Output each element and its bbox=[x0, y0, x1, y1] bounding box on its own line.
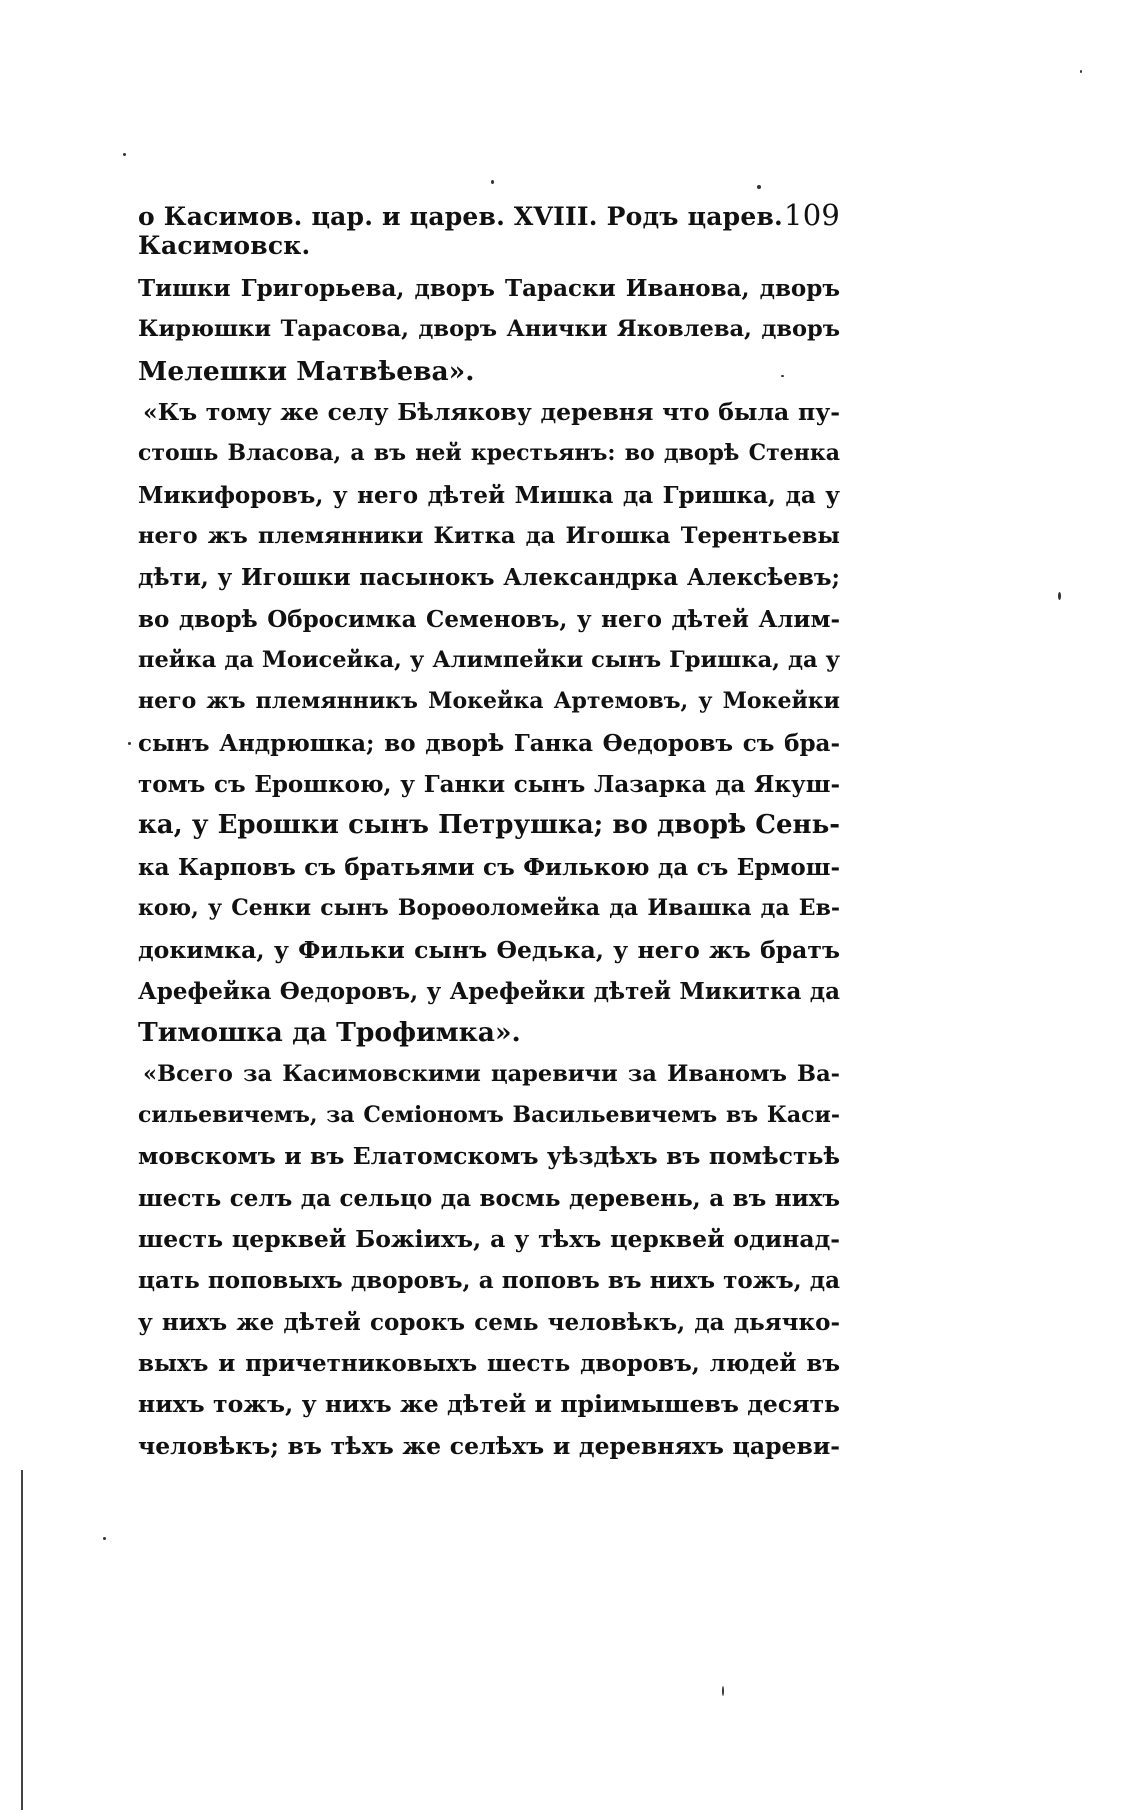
scan-margin-line bbox=[21, 1470, 23, 1810]
scan-speck bbox=[128, 742, 131, 745]
text-line: дѣти, у Игошки пасынокъ Александрка Алексѣевъ; bbox=[138, 564, 840, 592]
text-line: Мелешки Матвѣева». bbox=[138, 355, 475, 387]
scan-speck bbox=[722, 1686, 724, 1696]
scan-speck bbox=[757, 185, 761, 189]
text-line: Кирюшки Тарасова, дворъ Анички Яковлева, дворъ bbox=[138, 316, 840, 343]
text-line: докимка, у Фильки сынъ Ѳедька, у него жъ братъ bbox=[138, 935, 840, 964]
text-line: выхъ и причетниковыхъ шесть дворовъ, людей въ bbox=[138, 1349, 840, 1377]
scan-speck bbox=[1080, 70, 1082, 73]
scan-speck bbox=[123, 153, 126, 156]
running-head-title: о Касимов. цар. и царев. XVIII. Родъ царев. Касимовск. bbox=[138, 202, 783, 260]
text-line: сильевичемъ, за Семіономъ Васильевичемъ въ Каси- bbox=[138, 1101, 840, 1128]
text-line: стошь Власова, а въ ней крестьянъ: во дворѣ Стенка bbox=[138, 440, 840, 467]
text-line: Микифоровъ, у него дѣтей Мишка да Гришка, да у bbox=[138, 481, 840, 509]
text-line: шесть селъ да сельцо да восмь деревень, а въ нихъ bbox=[138, 1184, 840, 1212]
text-line: пейка да Моисейка, у Алимпейки сынъ Гришка, да у bbox=[138, 647, 840, 674]
running-head bbox=[138, 198, 840, 260]
scan-speck bbox=[1058, 592, 1061, 600]
text-line: «Къ тому же селу Бѣлякову деревня что была пу- bbox=[143, 398, 840, 427]
scan-speck bbox=[781, 375, 784, 377]
text-line: Тимошка да Трофимка». bbox=[138, 1017, 521, 1049]
text-line: ка, у Ерошки сынъ Петрушка; во дворѣ Сень- bbox=[138, 810, 840, 841]
text-line: него жъ племянники Китка да Игошка Терентьевы bbox=[138, 523, 840, 550]
text-line: нихъ тожъ, у нихъ же дѣтей и пріимышевъ десять bbox=[138, 1390, 840, 1419]
text-line: шесть церквей Божіихъ, а у тѣхъ церквей одинад- bbox=[138, 1224, 840, 1253]
text-line: мовскомъ и въ Елатомскомъ уѣздѣхъ въ помѣстьѣ bbox=[138, 1142, 840, 1171]
text-line: томъ съ Ерошкою, у Ганки сынъ Лазарка да Якуш- bbox=[138, 771, 840, 799]
text-line: цать поповыхъ дворовъ, а поповъ въ нихъ тожъ, да bbox=[138, 1267, 840, 1295]
text-line: ка Карповъ съ братьями съ Филькою да съ Ермош- bbox=[138, 853, 840, 881]
text-line: Арефейка Ѳедоровъ, у Арефейки дѣтей Микитка да bbox=[138, 977, 840, 1005]
text-line: во дворѣ Обросимка Семеновъ, у него дѣтей Алим- bbox=[138, 605, 840, 633]
scan-speck bbox=[103, 1537, 106, 1540]
text-line: «Всего за Касимовскими царевичи за Иваномъ Ва- bbox=[143, 1060, 840, 1087]
text-line: него жъ племянникъ Мокейка Артемовъ, у Мокейки bbox=[138, 688, 840, 715]
scan-speck bbox=[491, 180, 494, 184]
text-line: у нихъ же дѣтей сорокъ семь человѣкъ, да дьячко- bbox=[138, 1308, 840, 1336]
text-line: сынъ Андрюшка; во дворѣ Ганка Ѳедоровъ съ бра- bbox=[138, 729, 840, 757]
text-line: человѣкъ; въ тѣхъ же селѣхъ и деревняхъ цареви- bbox=[138, 1431, 840, 1460]
page-number: 109 bbox=[784, 198, 840, 232]
text-line: кою, у Сенки сынъ Вороѳоломейка да Ивашка да Ев- bbox=[138, 895, 840, 922]
text-line: Тишки Григорьева, дворъ Тараски Иванова, дворъ bbox=[138, 275, 840, 302]
body-text bbox=[138, 268, 840, 1467]
